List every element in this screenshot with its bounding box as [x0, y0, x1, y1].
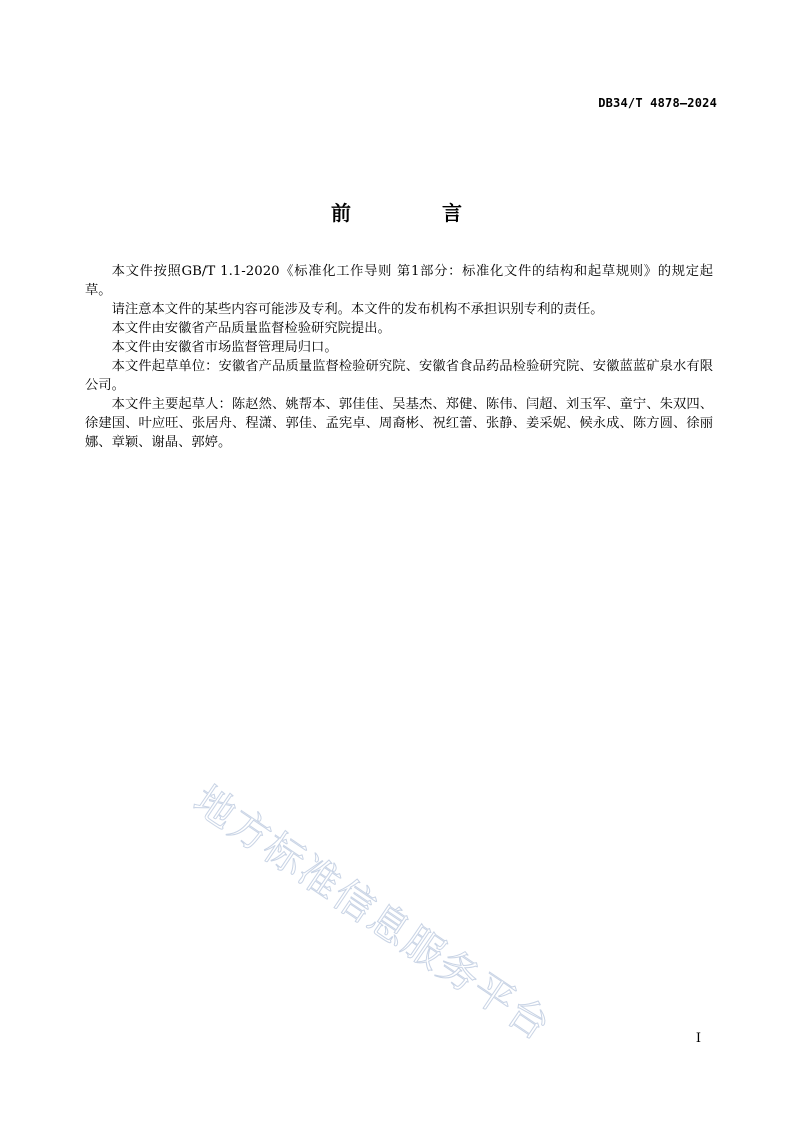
paragraph-drafting-rules: 本文件按照GB/T 1.1-2020《标准化工作导则 第1部分：标准化文件的结构和起草规则》的规定起草。 — [85, 264, 713, 298]
foreword-body — [85, 262, 713, 452]
paragraph-patent-notice: 请注意本文件的某些内容可能涉及专利。本文件的发布机构不承担识别专利的责任。 — [111, 302, 604, 317]
document-code: DB34/T 4878—2024 — [598, 96, 717, 110]
page-number: I — [695, 1031, 701, 1046]
paragraph-drafters: 本文件主要起草人：陈赵然、姚帮本、郭佳佳、吴基杰、郑健、陈伟、闫超、刘玉军、童宁、朱双四、徐建国、叶应旺、张居舟、程潇、郭佳、孟宪卓、周裔彬、祝红蕾、张静、姜采妮、候永成、陈方圆、徐丽娜、章颖、谢晶、郭婷。 — [85, 397, 713, 450]
paragraph-drafting-units: 本文件起草单位：安徽省产品质量监督检验研究院、安徽省食品药品检验研究院、安徽蓝蓝矿泉水有限公司。 — [85, 359, 713, 393]
watermark-text: 地方标准信息服务平台 — [185, 777, 560, 1051]
section-title: 前 言 — [331, 201, 504, 225]
paragraph-administrator: 本文件由安徽省市场监督管理局归口。 — [111, 340, 338, 355]
paragraph-proposer: 本文件由安徽省产品质量监督检验研究院提出。 — [111, 321, 391, 336]
